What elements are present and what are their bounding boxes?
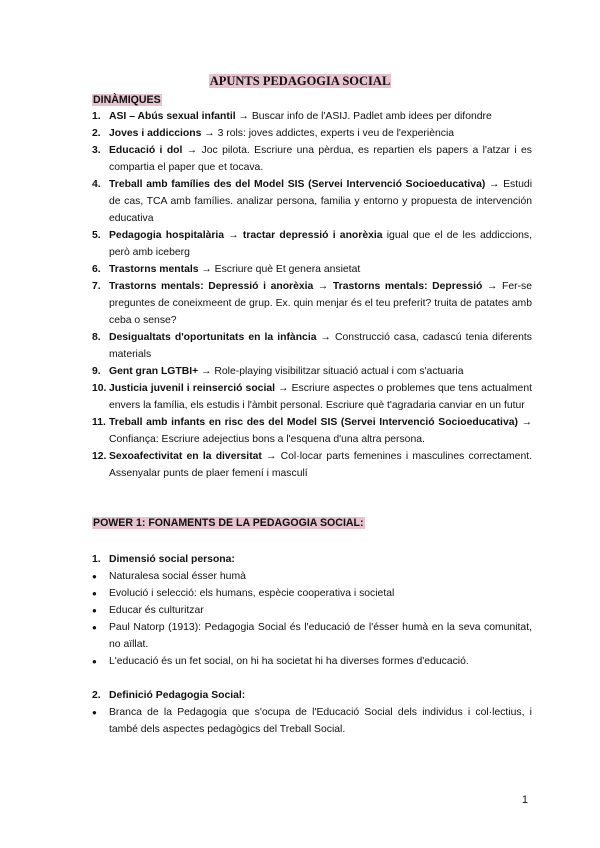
item-number: 10. [92,383,107,394]
item-title: Pedagogia hospitalària → tractar depressió i anorèxia [109,230,383,241]
item-description: → Confiança: Escriure adejectius bons a l'esquena d'una altra persona. [109,417,532,445]
item-number: 2. [92,128,101,139]
item-number: 4. [92,179,101,190]
dinamica-item [92,414,532,448]
item-number: 11. [92,417,106,428]
dinamica-item [92,142,532,176]
dinamica-item [92,363,532,380]
item-description: → Buscar info de l'ASIJ. Padlet amb idees per difondre [235,111,492,122]
item-title: Justicia juvenil i reinserció social [109,383,276,394]
sub-heading-definicio: 2. Definició Pedagogia Social: [92,690,246,701]
bullet-item: ● Branca de la Pedagogia que s'ocupa de l'Educació Social dels individus i col·lectius, i també dels aspectes pedagògics del Treball Social. [92,704,532,738]
dinamica-item [92,278,532,329]
item-description: → 3 rols: joves addictes, experts i veu de l'experiència [201,128,455,139]
dinamiques-list [92,108,532,482]
bullet-item: ● Paul Natorp (1913): Pedagogia Social és l'educació de l'ésser humà en la seva comunitat, no aïllat. [92,619,532,653]
item-title: Trastorns mentals: Depressió i anorèxia → Trastorns mentals: Depressió [109,281,483,292]
dinamiques-heading: DINÀMIQUES [93,94,161,106]
dinamica-item [92,380,532,414]
item-title: Gent gran LGTBI+ [109,366,199,377]
dinamica-item [92,329,532,363]
item-description: → Fer-se preguntes de coneixmeent de grup. Ex. quin menjar és el teu preferit? truita de patates amb ceba o sense? [109,281,533,326]
bullet-item: ● Naturalesa social ésser humà [92,568,532,585]
item-title: Treball amb infants en risc des del Model SIS (Servei Intervenció Socioeducativa) [109,417,518,428]
definicio-bullet-list [92,704,532,738]
item-number: 9. [92,366,101,377]
item-title: Joves i addiccions [109,128,202,139]
item-title: Sexoafectivitat en la diversitat [109,451,262,462]
bullet-item: ● Evolució i selecció: els humans, espècie cooperativa i societal [92,585,532,602]
item-number: 3. [92,145,101,156]
dinamica-item [92,448,532,482]
document-title: APUNTS PEDAGOGIA SOCIAL [209,74,391,88]
item-number: 5. [92,230,101,241]
item-number: 7. [92,281,101,292]
item-description: → Estudi de cas, TCA amb famílies. analizar persona, familia y entorno y propuesta de intervención educativa [109,179,532,224]
page-number: 1 [521,794,528,806]
item-number: 12. [92,451,107,462]
item-title: Educació i dol [109,145,183,156]
item-title: Desigualtats d'oportunitats en la infància [109,332,317,343]
item-title: Trastorns mentals [109,264,199,275]
item-number: 1. [92,111,101,122]
item-description: → Construcció casa, cadascú tenia diferents materials [109,332,533,360]
dimensio-bullet-list [92,568,532,670]
item-number: 6. [92,264,101,275]
power1-heading: POWER 1: FONAMENTS DE LA PEDAGOGIA SOCIAL: [93,517,364,529]
bullet-item: ● Educar és culturitzar [92,602,532,619]
dinamica-item [92,227,532,261]
item-title: ASI – Abús sexual infantil [109,111,236,122]
item-description: → Escriure què Et genera ansietat [198,264,361,275]
item-description: → Escriure aspectes o problemes que tens actualment envers la família, els estudis i l'àmbit personal. Escriure què t'agradaria canviar en un futur [109,383,533,411]
bullet-item: ● L'educació és un fet social, on hi ha societat hi ha diverses formes d'educació. [92,653,532,670]
dinamica-item [92,108,532,125]
item-description: → Col·locar parts femenines i masculines correctament. Assenyalar punts de plaer femení i masculí [109,451,532,479]
item-number: 8. [92,332,101,343]
item-title: Treball amb famílies des del Model SIS (Servei Intervenció Socioeducativa) [109,179,486,190]
dinamica-item [92,261,532,278]
item-description: → Role-playing visibilitzar situació actual i com s'actuaria [198,366,464,377]
dinamica-item [92,176,532,227]
item-description: igual que el de les addiccions, però amb iceberg [109,230,532,258]
sub-heading-dimensio: 1. Dimensió social persona: [92,554,235,565]
item-description: → Joc pilota. Escriure una pèrdua, es repartien els papers a l'atzar i es compartia el paper que et tocava. [109,145,532,173]
dinamica-item [92,125,532,142]
